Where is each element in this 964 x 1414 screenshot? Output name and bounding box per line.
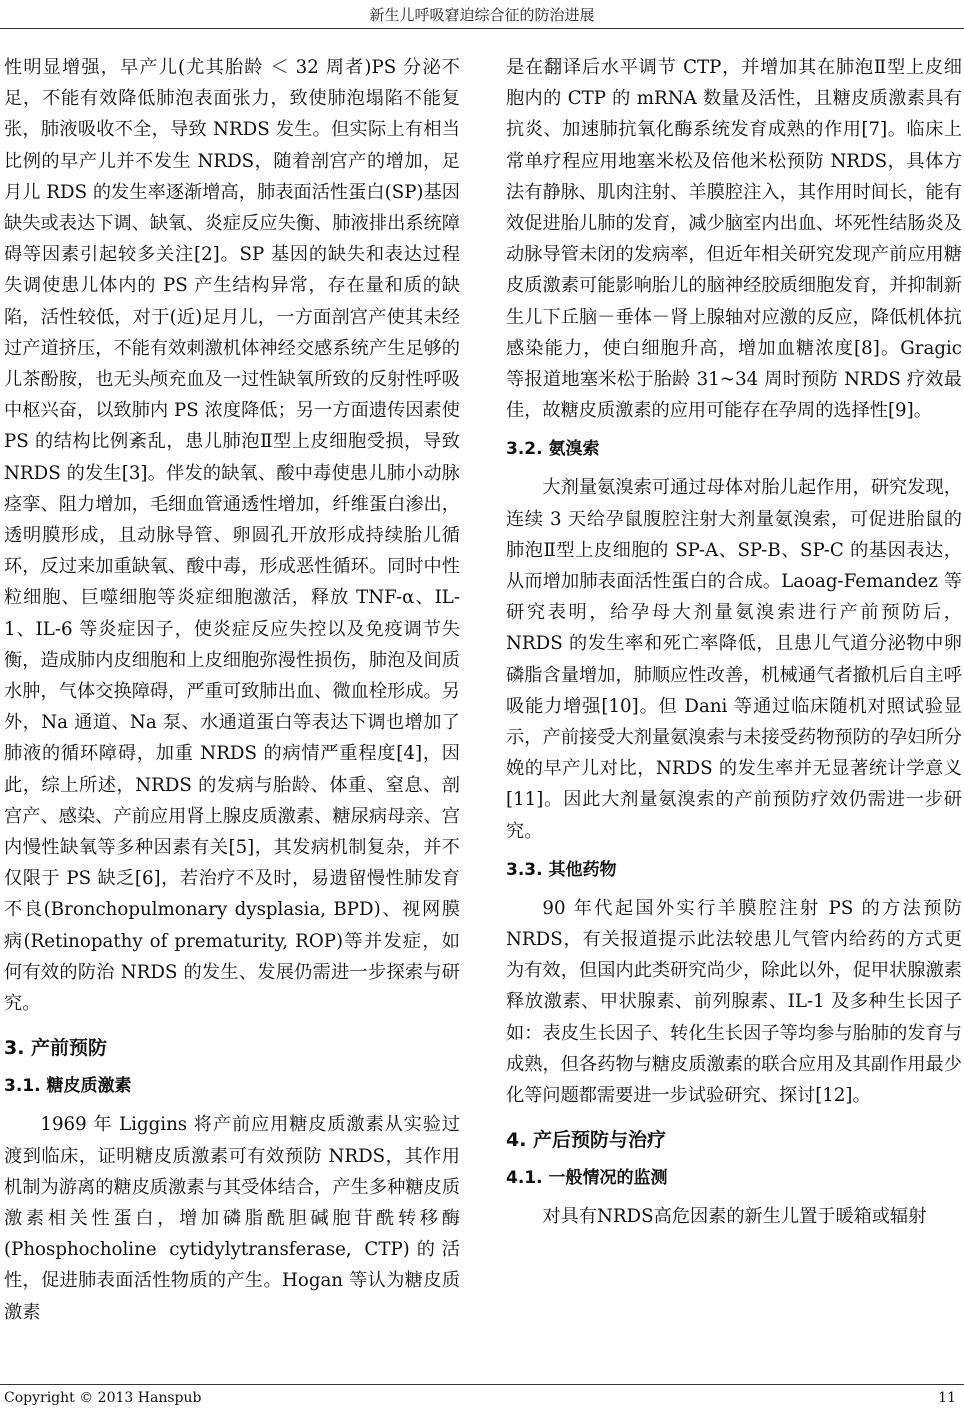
subsection-heading: 3.1. 糖皮质激素 (4, 1076, 132, 1097)
subsection-heading: 4.1. 一般情况的监测 (506, 1168, 668, 1189)
body-paragraph: 1969 年 Liggins 将产前应用糖皮质激素从实验过渡到临床，证明糖皮质激素可有效预防 NRDS，其作用机制为游离的糖皮质激素与其受体结合，产生多种糖皮质激素相关性蛋白，增加磷脂酰胆碱胞苷酰转移酶(Phosphocholine cytidylytransferase, CTP)的活性，促进肺表面活性物质的产生。Hogan 等认为糖皮质激素 (4, 1114, 460, 1323)
running-title: 新生儿呼吸窘迫综合征的防治进展 (369, 6, 595, 24)
left-column (4, 52, 460, 1328)
page-number: 11 (938, 1390, 956, 1406)
section-heading: 4. 产后预防与治疗 (506, 1129, 667, 1152)
body-paragraph: 性明显增强，早产儿(尤其胎龄 ＜ 32 周者)PS 分泌不足，不能有效降低肺泡表面张力，致使肺泡塌陷不能复张，肺液吸收不全，导致 NRDS 发生。但实际上有相当比例的早产儿并不发生 NRDS，随着剖宫产的增加，足月儿 RDS 的发生率逐渐增高，肺表面活性蛋白(SP)基因缺失或表达下调、缺氧、炎症反应失衡、肺液排出系统障碍等因素引起较多关注[2]。SP 基因的缺失和表达过程失调使患儿体内的 PS 产生结构异常，存在量和质的缺陷，活性较低，对于(近)足月儿，一方面剖宫产使其未经过产道挤压，不能有效刺激机体神经交感系统产生足够的儿茶酚胺，也无头颅充血及一过性缺氧所致的反射性呼吸中枢兴奋，以致肺内 PS 浓度降低；另一方面遗传因素使 PS 的结构比例紊乱，患儿肺泡Ⅱ型上皮细胞受损，导致 NRDS 的发生[3]。伴发的缺氧、酸中毒使患儿肺小动脉痉挛、阻力增加，毛细血管通透性增加，纤维蛋白渗出，透明膜形成，且动脉导管、卵圆孔开放形成持续胎儿循环，反过来加重缺氧、酸中毒，形成恶性循环。同时中性粒细胞、巨噬细胞等炎症细胞激活，释放 TNF-α、IL-1、IL-6 等炎症因子，使炎症反应失控以及免疫调节失衡，造成肺内皮细胞和上皮细胞弥漫性损伤，肺泡及间质水肿，气体交换障碍，严重可致肺出血、微血栓形成。另外，Na 通道、Na 泵、水通道蛋白等表达下调也增加了肺液的循环障碍，加重 NRDS 的病情严重程度[4]，因此，综上所述，NRDS 的发病与胎龄、体重、窒息、剖宫产、感染、产前应用肾上腺皮质激素、糖尿病母亲、宫内慢性缺氧等多种因素有关[5]，其发病机制复杂，并不仅限于 PS 缺乏[6]，若治疗不及时，易遗留慢性肺发育不良(Bronchopulmonary dysplasia, BPD)、视网膜病(Retinopathy of prematurity, ROP)等并发症，如何有效的防治 NRDS 的发生、发展仍需进一步探索与研究。 (4, 57, 460, 1015)
subsection-heading: 3.2. 氨溴索 (506, 439, 600, 460)
right-column (506, 52, 962, 1233)
copyright-notice: Copyright © 2013 Hanspub (4, 1390, 202, 1406)
section-heading: 3. 产前预防 (4, 1037, 108, 1060)
subsection-heading: 3.3. 其他药物 (506, 859, 617, 880)
body-paragraph: 是在翻译后水平调节 CTP，并增加其在肺泡Ⅱ型上皮细胞内的 CTP 的 mRNA 数量及活性，且糖皮质激素具有抗炎、加速肺抗氧化酶系统发育成熟的作用[7]。临床上常单疗程应用地塞米松及倍他米松预防 NRDS，具体方法有静脉、肌肉注射、羊膜腔注入，其作用时间长，能有效促进胎儿肺的发育，减少脑室内出血、坏死性结肠炎及动脉导管未闭的发病率，但近年相关研究发现产前应用糖皮质激素可能影响胎儿的脑神经胶质细胞发育，并抑制新生儿下丘脑－垂体－肾上腺轴对应激的反应，降低机体抗感染能力，使白细胞升高，增加血糖浓度[8]。Gragic 等报道地塞米松于胎龄 31~34 周时预防 NRDS 疗效最佳，故糖皮质激素的应用可能存在孕周的选择性[9]。 (506, 57, 962, 422)
body-paragraph: 90 年代起国外实行羊膜腔注射 PS 的方法预防 NRDS，有关报道提示此法较患儿气管内给药的方式更为有效，但国内此类研究尚少，除此以外，促甲状腺激素释放激素、甲状腺素、前列腺素、IL-1 及多种生长因子如：表皮生长因子、转化生长因子等均参与胎肺的发育与成熟，但各药物与糖皮质激素的联合应用及其副作用最少化等问题都需要进一步试验研究、探讨[12]。 (506, 897, 962, 1107)
footer-rule (0, 1384, 964, 1385)
body-paragraph: 对具有NRDS高危因素的新生儿置于暖箱或辐射 (542, 1206, 927, 1228)
header-rule (0, 28, 964, 29)
body-paragraph: 大剂量氨溴索可通过母体对胎儿起作用，研究发现，连续 3 天给孕鼠腹腔注射大剂量氨溴索，可促进胎鼠的肺泡Ⅱ型上皮细胞的 SP-A、SP-B、SP-C 的基因表达，从而增加肺表面活性蛋白的合成。Laoag-Femandez 等研究表明，给孕母大剂量氨溴索进行产前预防后，NRDS 的发生率和死亡率降低，且患儿气道分泌物中卵磷脂含量增加，肺顺应性改善，机械通气者撤机后自主呼吸能力增强[10]。但 Dani 等通过临床随机对照试验显示，产前接受大剂量氨溴索与未接受药物预防的孕妇所分娩的早产儿对比，NRDS 的发生率并无显著统计学意义[11]。因此大剂量氨溴索的产前预防疗效仍需进一步研究。 (506, 477, 962, 842)
